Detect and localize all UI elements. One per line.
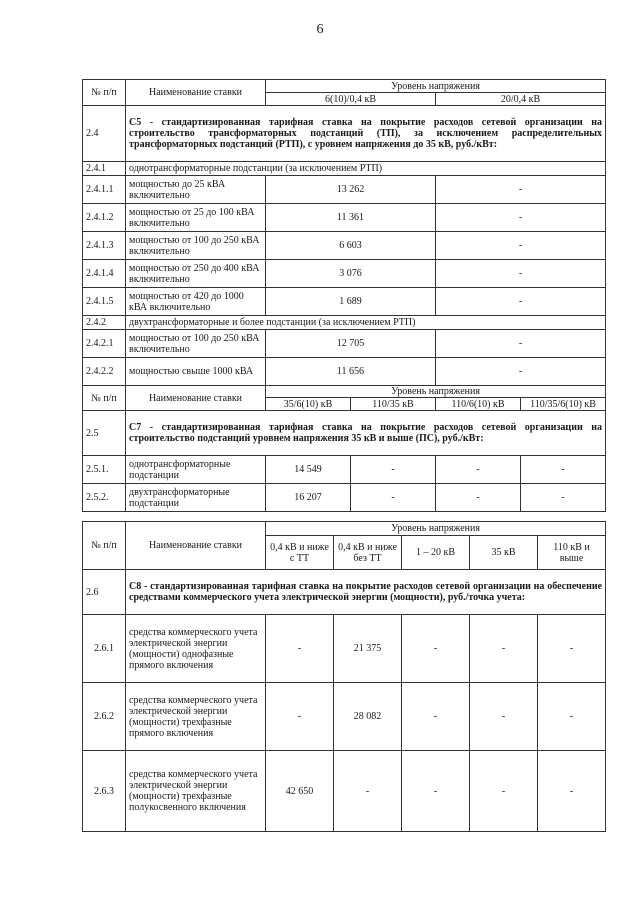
row-value: - bbox=[436, 330, 606, 358]
row-value: - bbox=[436, 456, 521, 484]
row-value: 12 705 bbox=[266, 330, 436, 358]
header-1-20kv: 1 – 20 кВ bbox=[402, 536, 470, 570]
row-value: - bbox=[521, 484, 606, 512]
row-name: средства коммерческого учета электрической энергии (мощности) трехфазные полукосвенного включения bbox=[126, 751, 266, 832]
row-value: - bbox=[436, 260, 606, 288]
row-name: мощностью от 25 до 100 кВА включительно bbox=[126, 204, 266, 232]
header-04-with-tt: 0,4 кВ и ниже с ТТ bbox=[266, 536, 334, 570]
row-value: - bbox=[470, 615, 538, 683]
row-no: 2.5.2. bbox=[83, 484, 126, 512]
row-no: 2.4.1.3 bbox=[83, 232, 126, 260]
row-value: - bbox=[436, 358, 606, 386]
section-no: 2.4 bbox=[83, 106, 126, 162]
row-value: - bbox=[402, 751, 470, 832]
header-voltage-level: Уровень напряжения bbox=[266, 80, 606, 93]
row-name: однотрансформаторные подстанции bbox=[126, 456, 266, 484]
row-value: - bbox=[351, 456, 436, 484]
row-value: - bbox=[470, 683, 538, 751]
row-value: 11 656 bbox=[266, 358, 436, 386]
header-voltage-level: Уровень напряжения bbox=[266, 522, 606, 536]
tariff-table-c8 bbox=[82, 521, 606, 832]
row-value: - bbox=[402, 615, 470, 683]
row-name: средства коммерческого учета электрической энергии (мощности) трехфазные прямого включения bbox=[126, 683, 266, 751]
subsection-no: 2.4.2 bbox=[83, 316, 126, 330]
header-voltage-6-10: 6(10)/0,4 кВ bbox=[266, 93, 436, 106]
row-value: - bbox=[470, 751, 538, 832]
row-value: - bbox=[266, 683, 334, 751]
table-row bbox=[83, 358, 606, 386]
row-no: 2.4.1.1 bbox=[83, 176, 126, 204]
row-name: мощностью от 100 до 250 кВА включительно bbox=[126, 330, 266, 358]
row-name: средства коммерческого учета электрической энергии (мощности) однофазные прямого включения bbox=[126, 615, 266, 683]
table-row bbox=[83, 484, 606, 512]
row-value: 11 361 bbox=[266, 204, 436, 232]
table-row bbox=[83, 288, 606, 316]
header-110kv: 110 кВ и выше bbox=[538, 536, 606, 570]
header-35kv: 35 кВ bbox=[470, 536, 538, 570]
row-value: - bbox=[402, 683, 470, 751]
row-no: 2.6.3 bbox=[83, 751, 126, 832]
table-row bbox=[83, 615, 606, 683]
header-voltage-110-6: 110/6(10) кВ bbox=[436, 398, 521, 411]
table-row bbox=[83, 176, 606, 204]
header-voltage-20: 20/0,4 кВ bbox=[436, 93, 606, 106]
row-no: 2.4.1.5 bbox=[83, 288, 126, 316]
row-value: 14 549 bbox=[266, 456, 351, 484]
row-value: 6 603 bbox=[266, 232, 436, 260]
table-row bbox=[83, 683, 606, 751]
row-value: 28 082 bbox=[334, 683, 402, 751]
header-voltage-110-35: 110/35 кВ bbox=[351, 398, 436, 411]
tariff-table-c5-c7 bbox=[82, 79, 606, 512]
row-no: 2.4.2.2 bbox=[83, 358, 126, 386]
header-04-without-tt: 0,4 кВ и ниже без ТТ bbox=[334, 536, 402, 570]
section-title-c8: С8 - стандартизированная тарифная ставка на покрытие расходов сетевой организации на обеспечение средствами коммерческого учета электрической энергии (мощности), руб./точка учета: bbox=[126, 570, 606, 615]
row-value: 42 650 bbox=[266, 751, 334, 832]
row-value: 16 207 bbox=[266, 484, 351, 512]
header-name: Наименование ставки bbox=[126, 386, 266, 411]
table-row bbox=[83, 330, 606, 358]
row-value: - bbox=[521, 456, 606, 484]
row-no: 2.6.1 bbox=[83, 615, 126, 683]
row-value: - bbox=[538, 615, 606, 683]
header-no: № п/п bbox=[83, 386, 126, 411]
header-no: № п/п bbox=[83, 522, 126, 570]
row-value: - bbox=[334, 751, 402, 832]
row-no: 2.4.1.4 bbox=[83, 260, 126, 288]
table-row bbox=[83, 232, 606, 260]
section-title-c7: С7 - стандартизированная тарифная ставка на покрытие расходов сетевой организации на строительство подстанций уровнем напряжения 35 кВ и выше (ПС), руб./кВт: bbox=[126, 411, 606, 456]
row-value: - bbox=[436, 484, 521, 512]
page-number: 6 bbox=[316, 22, 324, 37]
section-title-c5: С5 - стандартизированная тарифная ставка на покрытие расходов сетевой организации на строительство трансформаторных подстанций (ТП), за исключением распределительных трансформаторных подстанций (РТП), с уровнем напряжения до 35 кВ, руб./кВт: bbox=[126, 106, 606, 162]
subsection-title: двухтрансформаторные и более подстанции (за исключением РТП) bbox=[126, 316, 606, 330]
section-no: 2.5 bbox=[83, 411, 126, 456]
header-name: Наименование ставки bbox=[126, 80, 266, 106]
table-row bbox=[83, 751, 606, 832]
row-value: - bbox=[436, 176, 606, 204]
row-value: 13 262 bbox=[266, 176, 436, 204]
header-name: Наименование ставки bbox=[126, 522, 266, 570]
row-name: двухтрансформаторные подстанции bbox=[126, 484, 266, 512]
row-no: 2.5.1. bbox=[83, 456, 126, 484]
row-value: - bbox=[436, 288, 606, 316]
row-value: - bbox=[436, 204, 606, 232]
row-value: - bbox=[266, 615, 334, 683]
table-row bbox=[83, 260, 606, 288]
row-no: 2.6.2 bbox=[83, 683, 126, 751]
row-name: мощностью до 25 кВА включительно bbox=[126, 176, 266, 204]
table-row bbox=[83, 204, 606, 232]
row-name: мощностью от 100 до 250 кВА включительно bbox=[126, 232, 266, 260]
subsection-no: 2.4.1 bbox=[83, 162, 126, 176]
row-value: 21 375 bbox=[334, 615, 402, 683]
row-name: мощностью свыше 1000 кВА bbox=[126, 358, 266, 386]
row-value: 1 689 bbox=[266, 288, 436, 316]
row-no: 2.4.1.2 bbox=[83, 204, 126, 232]
row-value: 3 076 bbox=[266, 260, 436, 288]
section-no: 2.6 bbox=[83, 570, 126, 615]
row-no: 2.4.2.1 bbox=[83, 330, 126, 358]
row-name: мощностью от 250 до 400 кВА включительно bbox=[126, 260, 266, 288]
row-value: - bbox=[436, 232, 606, 260]
row-value: - bbox=[538, 683, 606, 751]
table-row bbox=[83, 456, 606, 484]
subsection-title: однотрансформаторные подстанции (за исключением РТП) bbox=[126, 162, 606, 176]
header-voltage-110-35-6: 110/35/6(10) кВ bbox=[521, 398, 606, 411]
row-name: мощностью от 420 до 1000 кВА включительно bbox=[126, 288, 266, 316]
row-value: - bbox=[351, 484, 436, 512]
row-value: - bbox=[538, 751, 606, 832]
header-voltage-35-6: 35/6(10) кВ bbox=[266, 398, 351, 411]
header-no: № п/п bbox=[83, 80, 126, 106]
header-voltage-level: Уровень напряжения bbox=[266, 386, 606, 398]
